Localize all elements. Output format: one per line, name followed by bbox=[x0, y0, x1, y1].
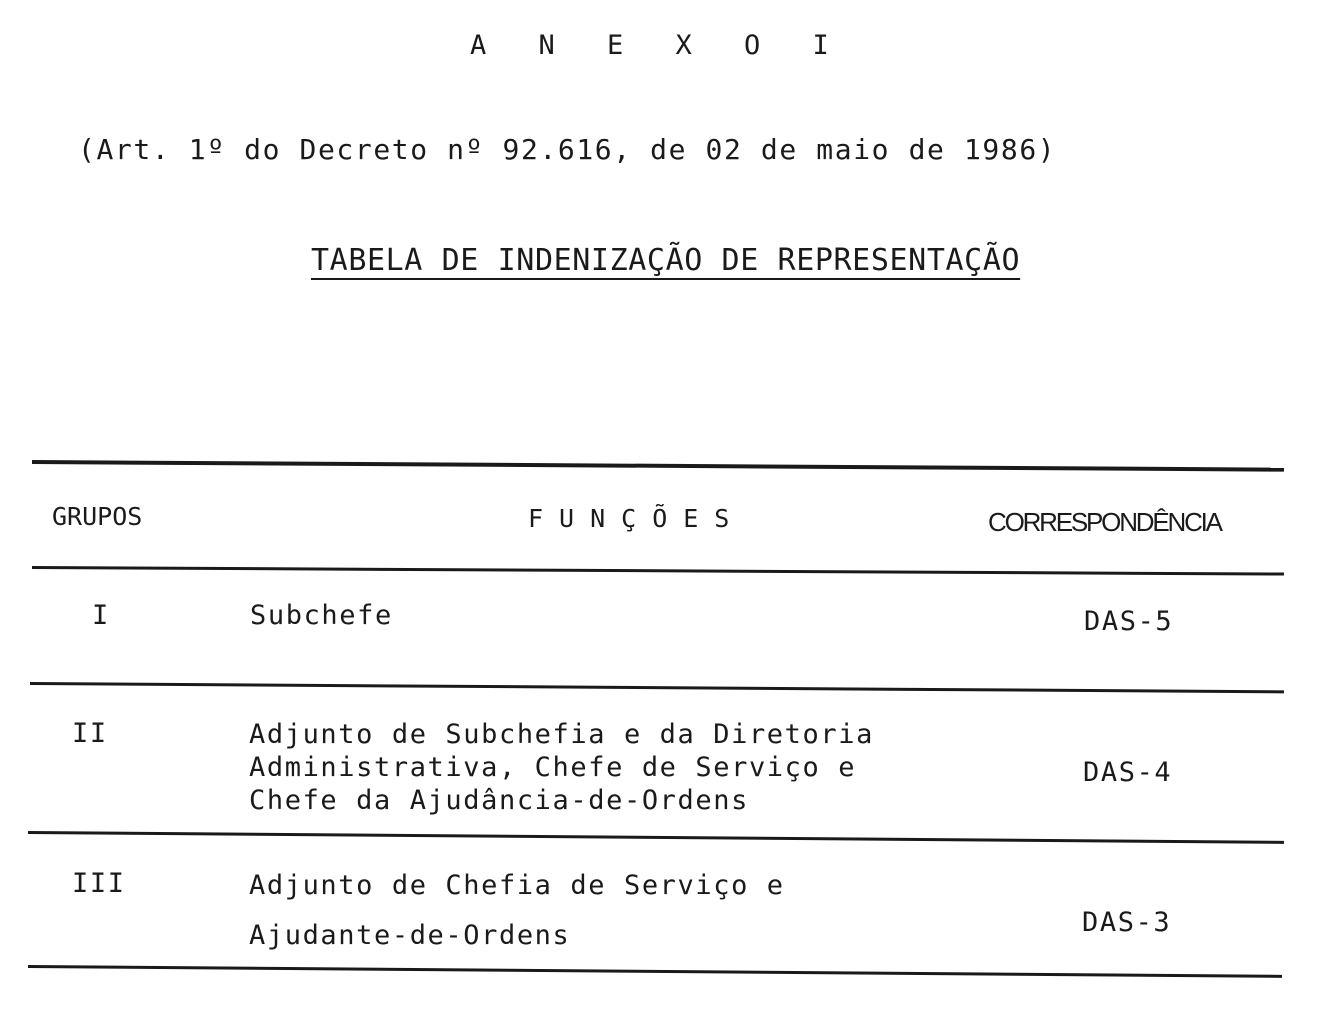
row-divider bbox=[28, 831, 1284, 844]
row-divider bbox=[30, 682, 1284, 693]
decree-reference: (Art. 1º do Decreto nº 92.616, de 02 de maio de 1986) bbox=[78, 133, 1057, 166]
row-funcao-line: Ajudante-de-Ordens bbox=[249, 920, 571, 951]
header-bottom-rule bbox=[32, 566, 1284, 576]
row-correspondencia: DAS-3 bbox=[1082, 907, 1172, 938]
table-title: TABELA DE INDENIZAÇÃO DE REPRESENTAÇÃO bbox=[311, 243, 1021, 278]
header-funcoes: FUNÇÕES bbox=[528, 504, 746, 533]
row-funcao-line: Adjunto de Chefia de Serviço e bbox=[249, 870, 785, 901]
row-funcao-line: Administrativa, Chefe de Serviço e bbox=[249, 752, 857, 783]
header-correspondencia: CORRESPONDÊNCIA bbox=[988, 507, 1221, 537]
row-grupo: I bbox=[92, 600, 110, 631]
table-top-rule bbox=[32, 460, 1284, 472]
header-grupos: GRUPOS bbox=[52, 502, 143, 531]
row-funcao-line: Subchefe bbox=[250, 600, 393, 631]
row-correspondencia: DAS-5 bbox=[1084, 606, 1174, 637]
row-funcao-line: Chefe da Ajudância-de-Ordens bbox=[249, 785, 749, 816]
row-funcao-line: Adjunto de Subchefia e da Diretoria bbox=[249, 719, 874, 750]
row-grupo: III bbox=[72, 868, 126, 899]
row-grupo: II bbox=[72, 718, 108, 749]
row-correspondencia: DAS-4 bbox=[1083, 757, 1173, 788]
annex-title: A N E X O I bbox=[470, 30, 847, 61]
table-bottom-rule bbox=[28, 965, 1282, 978]
